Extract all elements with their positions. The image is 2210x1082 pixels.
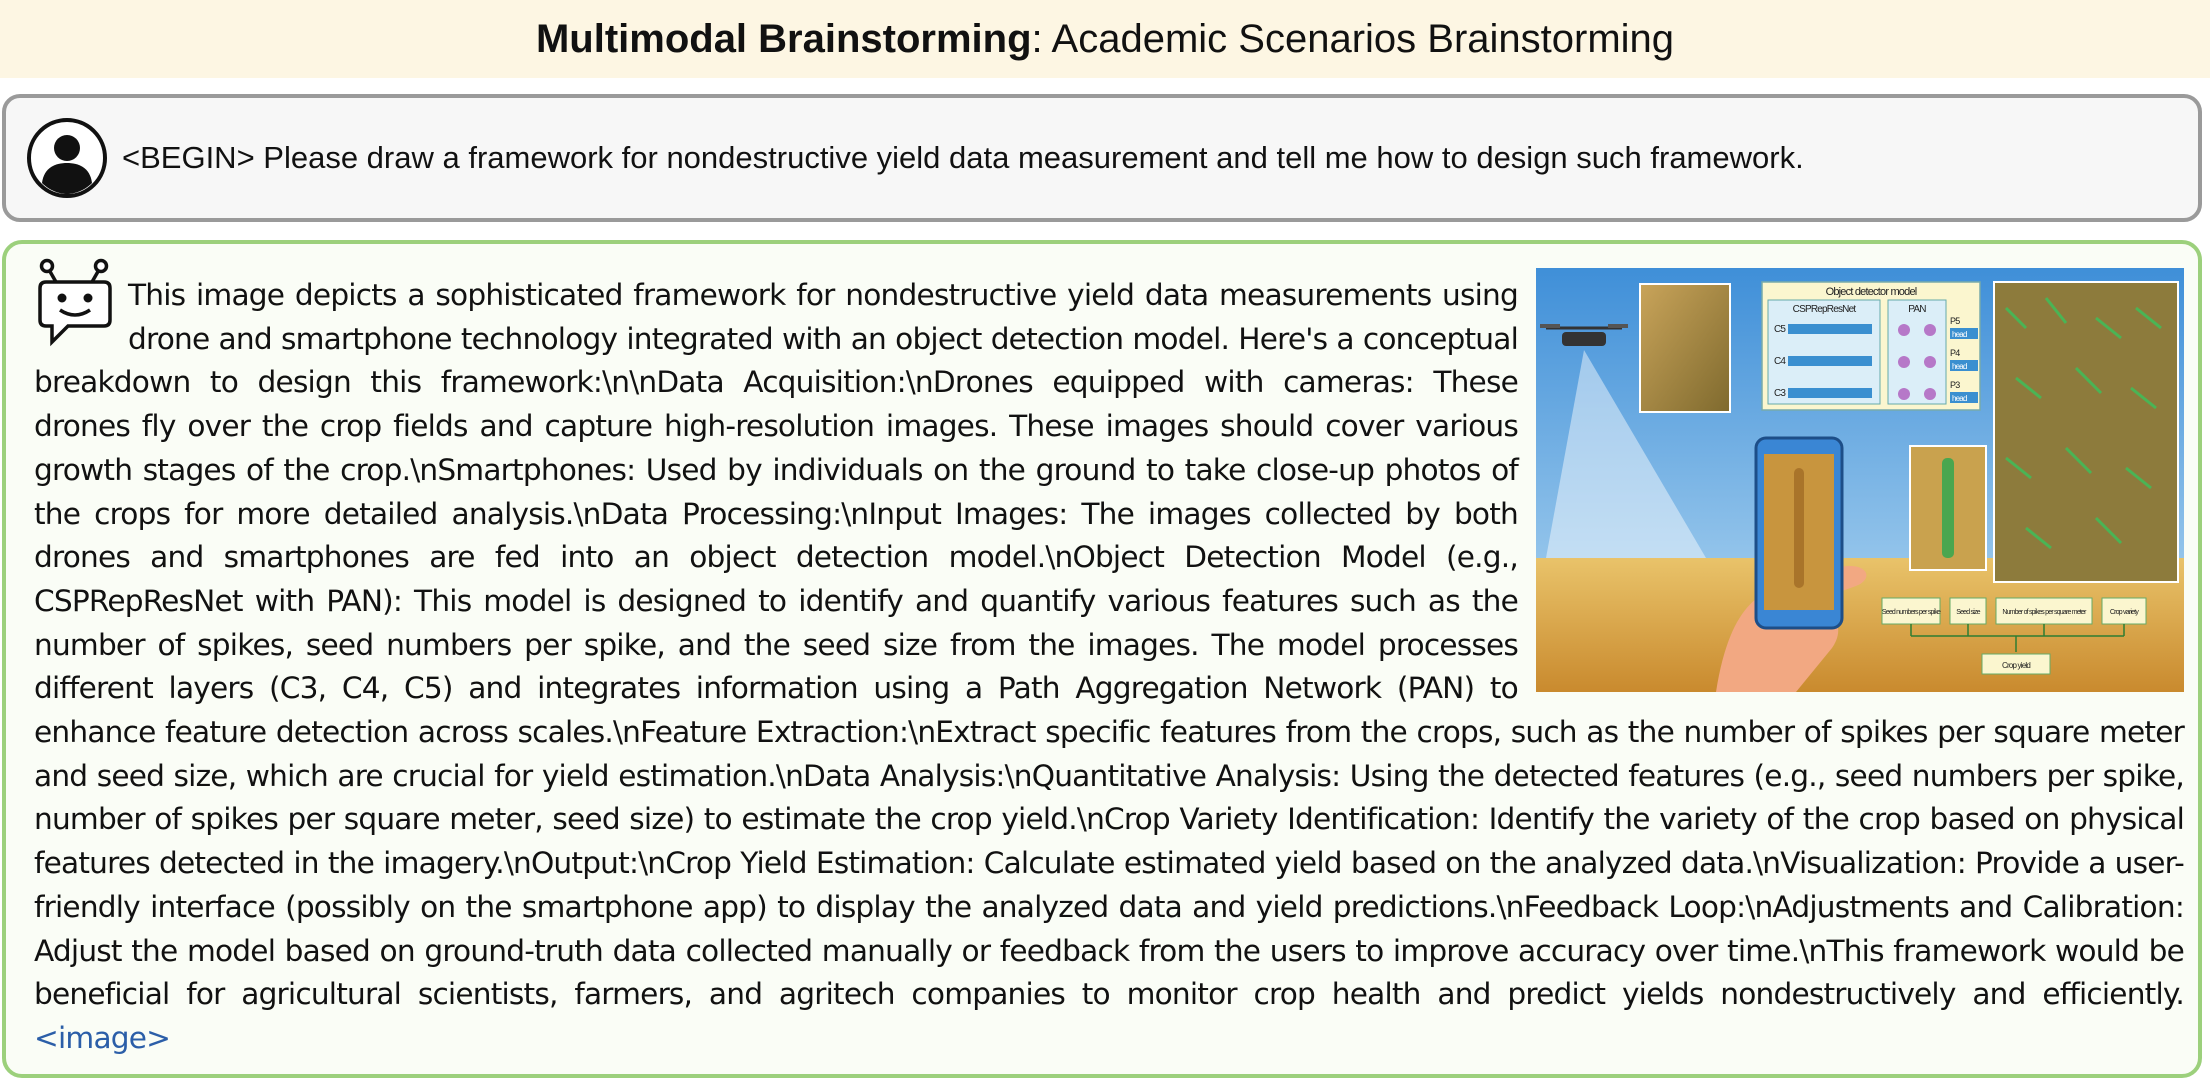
title-rest: : Academic Scenarios Brainstorming	[1031, 16, 1675, 61]
wheat-photo-top	[1640, 284, 1730, 412]
feature-spikes-per-m2: Number of spikes per square meter	[2002, 609, 2086, 616]
head-label-p4: head	[1952, 362, 1967, 371]
user-message-box	[2, 94, 2202, 222]
output-p3: P3	[1950, 380, 1960, 390]
response-text: This image depicts a sophisticated framework for nondestructive yield data measurements using drone and smartphone technology integrated with an object detection model. Here's a conceptual breakdown to design this framework:\n\nData Acquisition:\nDrones equipped with cameras: These drones fly over the crop fields and capture high-resolution images. These images should cover various growth stages of the crop.\nSmartphones: Used by individuals on the ground to take close-up photos of the crops for more detailed analysis.\nData Processing:\nInput Images: The images collected by both drones and smartphones are fed into an object detection model.\nObject Detection Model (e.g., CSPRepResNet with PAN): This model is designed to identify and quantify various features such as the number of spikes, seed numbers per spike, and the seed size from the images. The model processes different layers (C3, C4, C5) and integrates information using a Path Aggregation Network (PAN) to enhance feature detection across scales.\nFeature Extraction:\nExtract specific features from the crops, such as the number of spikes per square meter and seed size, which are crucial for yield estimation.\nData Analysis:\nQuantitative Analysis: Using the detected features (e.g., seed numbers per spike, number of spikes per square meter, seed size) to estimate the crop yield.\nCrop Variety Identification: Identify the variety of the crop based on physical features detected in the imagery.\nOutput:\nCrop Yield Estimation: Calculate estimated yield based on the analyzed data.\nVisualization: Provide a user-friendly interface (possibly on the smartphone app) to display the analyzed data and yield predictions.\nFeedback Loop:\nAdjustments and Calibration: Adjust the model based on ground-truth data collected manually or feedback from the users to improve accuracy over time.\nThis framework would be beneficial for agricultural scientists, farmers, and agritech companies to monitor crop health and predict yields nondestructively and efficiently.	[34, 278, 2184, 1012]
feature-crop-variety: Crop variety	[2109, 609, 2139, 616]
user-avatar-icon	[26, 117, 108, 199]
layer-c5: C5	[1774, 324, 1786, 335]
layer-c4: C4	[1774, 356, 1786, 367]
detected-wheat-photo	[1994, 282, 2178, 582]
head-label-p5: head	[1952, 330, 1967, 339]
output-p5: P5	[1950, 316, 1960, 326]
model-title: Object detector model	[1825, 286, 1917, 298]
image-token: <image>	[34, 1020, 171, 1055]
title-bold: Multimodal Brainstorming	[535, 16, 1032, 61]
layer-c3: C3	[1774, 388, 1786, 399]
output-p4: P4	[1950, 348, 1960, 358]
feature-seed-size: Seed size	[1956, 609, 1980, 616]
neck-label: PAN	[1908, 304, 1926, 315]
framework-figure	[1536, 268, 2184, 692]
head-label-p3: head	[1952, 394, 1967, 403]
assistant-message-box	[2, 240, 2202, 1078]
feature-seed-numbers: Seed numbers per spike	[1881, 609, 1941, 616]
backbone-label: CSPRepResNet	[1792, 304, 1856, 315]
result-crop-yield: Crop yield	[2001, 661, 2031, 670]
assistant-response	[34, 274, 2184, 1061]
page-title	[0, 0, 2210, 78]
user-message: <BEGIN> Please draw a framework for nondestructive yield data measurement and tell me how to design such framework.	[122, 140, 1804, 175]
